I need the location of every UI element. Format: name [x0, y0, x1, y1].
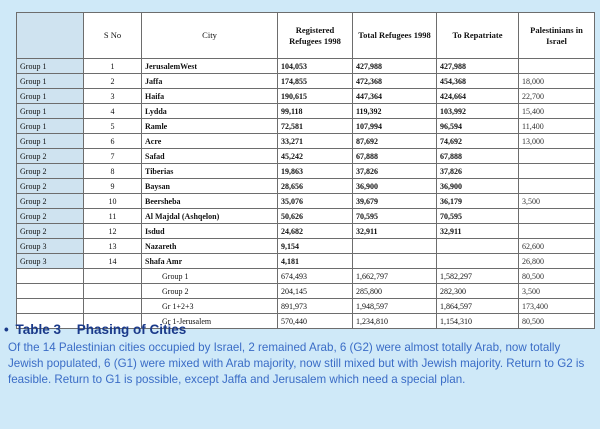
cell-sno: 13 — [84, 239, 142, 254]
table-row — [17, 254, 595, 269]
cell-sno: 14 — [84, 254, 142, 269]
cell-israel: 18,000 — [519, 74, 595, 89]
summary-total: 1,234,810 — [353, 314, 437, 329]
table-row — [17, 194, 595, 209]
cell-group: Group 2 — [17, 179, 84, 194]
header-sno: S No — [84, 13, 142, 59]
summary-repatriate: 1,582,297 — [437, 269, 519, 284]
cell-registered: 174,855 — [278, 74, 353, 89]
cell-israel — [519, 209, 595, 224]
cell-repatriate — [437, 254, 519, 269]
cell-registered: 33,271 — [278, 134, 353, 149]
cell-group: Group 1 — [17, 134, 84, 149]
cell-group: Group 2 — [17, 224, 84, 239]
summary-label: Group 1 — [142, 269, 278, 284]
table-header-row — [17, 13, 595, 59]
cell-group: Group 2 — [17, 164, 84, 179]
cell-repatriate: 32,911 — [437, 224, 519, 239]
cell-group: Group 1 — [17, 119, 84, 134]
cell-group: Group 2 — [17, 209, 84, 224]
cell-repatriate: 67,888 — [437, 149, 519, 164]
cell-total: 37,826 — [353, 164, 437, 179]
summary-total: 285,800 — [353, 284, 437, 299]
cell-group: Group 3 — [17, 239, 84, 254]
cell-israel — [519, 59, 595, 74]
cell-registered: 28,656 — [278, 179, 353, 194]
cell-city: Safad — [142, 149, 278, 164]
summary-row — [17, 284, 595, 299]
cell-sno: 9 — [84, 179, 142, 194]
summary-row — [17, 269, 595, 284]
cell-israel: 26,800 — [519, 254, 595, 269]
cell-registered: 45,242 — [278, 149, 353, 164]
cell-registered: 9,154 — [278, 239, 353, 254]
cell-israel: 3,500 — [519, 194, 595, 209]
cell-city: Jaffa — [142, 74, 278, 89]
summary-label: Gr 1+2+3 — [142, 299, 278, 314]
cell-israel: 15,400 — [519, 104, 595, 119]
table-row — [17, 164, 595, 179]
summary-row — [17, 299, 595, 314]
summary-israel: 173,400 — [519, 299, 595, 314]
cell-group: Group 1 — [17, 104, 84, 119]
cell-sno: 7 — [84, 149, 142, 164]
cell-city: Baysan — [142, 179, 278, 194]
caption-bullet: • — [4, 322, 9, 337]
cell-total: 472,368 — [353, 74, 437, 89]
summary-blank — [84, 269, 142, 284]
summary-total: 1,662,797 — [353, 269, 437, 284]
table-row — [17, 104, 595, 119]
header-registered: Registered Refugees 1998 — [278, 13, 353, 59]
summary-registered: 204,145 — [278, 284, 353, 299]
cell-total — [353, 254, 437, 269]
summary-repatriate: 1,864,597 — [437, 299, 519, 314]
cell-city: Lydda — [142, 104, 278, 119]
cell-city: Ramle — [142, 119, 278, 134]
cell-repatriate: 37,826 — [437, 164, 519, 179]
summary-registered: 570,440 — [278, 314, 353, 329]
cell-sno: 11 — [84, 209, 142, 224]
header-total: Total Refugees 1998 — [353, 13, 437, 59]
table-row — [17, 224, 595, 239]
cell-total: 39,679 — [353, 194, 437, 209]
cell-city: Nazareth — [142, 239, 278, 254]
table-row — [17, 89, 595, 104]
header-city: City — [142, 13, 278, 59]
header-repatriate: To Repatriate — [437, 13, 519, 59]
table-row — [17, 119, 595, 134]
cell-city: Shafa Amr — [142, 254, 278, 269]
cell-registered: 72,581 — [278, 119, 353, 134]
cell-repatriate: 424,664 — [437, 89, 519, 104]
cell-repatriate: 103,992 — [437, 104, 519, 119]
cell-total: 32,911 — [353, 224, 437, 239]
cell-israel — [519, 164, 595, 179]
cell-registered: 50,626 — [278, 209, 353, 224]
cell-group: Group 2 — [17, 194, 84, 209]
cell-sno: 10 — [84, 194, 142, 209]
cell-repatriate: 96,594 — [437, 119, 519, 134]
summary-israel: 80,500 — [519, 314, 595, 329]
table-row — [17, 179, 595, 194]
cell-israel — [519, 224, 595, 239]
cell-sno: 1 — [84, 59, 142, 74]
cell-israel — [519, 149, 595, 164]
cell-registered: 104,053 — [278, 59, 353, 74]
table-row — [17, 74, 595, 89]
cell-israel: 13,000 — [519, 134, 595, 149]
cell-repatriate — [437, 239, 519, 254]
cell-registered: 4,181 — [278, 254, 353, 269]
table-row — [17, 149, 595, 164]
table-row — [17, 59, 595, 74]
cell-sno: 3 — [84, 89, 142, 104]
cell-repatriate: 36,900 — [437, 179, 519, 194]
summary-blank — [17, 299, 84, 314]
summary-blank — [84, 284, 142, 299]
summary-registered: 674,493 — [278, 269, 353, 284]
cell-total: 447,364 — [353, 89, 437, 104]
cell-group: Group 2 — [17, 149, 84, 164]
cell-sno: 5 — [84, 119, 142, 134]
summary-registered: 891,973 — [278, 299, 353, 314]
caption-title — [4, 322, 186, 337]
header-group — [17, 13, 84, 59]
cell-israel — [519, 179, 595, 194]
cell-registered: 19,863 — [278, 164, 353, 179]
cell-repatriate: 36,179 — [437, 194, 519, 209]
cell-repatriate: 427,988 — [437, 59, 519, 74]
cell-city: Haifa — [142, 89, 278, 104]
caption-body: Of the 14 Palestinian cities occupied by Israel, 2 remained Arab, 6 (G2) were almost totally Arab, now totally Jewish populated, 6 (G1) were mixed with Arab majority, now still mixed but with Jewish majority. Return to G2 is feasible. Return to G1 is possible, except Jaffa and Jerusalem which need a special plan. — [8, 341, 585, 386]
cell-city: Acre — [142, 134, 278, 149]
cell-total: 87,692 — [353, 134, 437, 149]
cell-sno: 6 — [84, 134, 142, 149]
cell-sno: 2 — [84, 74, 142, 89]
caption-label: Table 3 — [15, 322, 62, 337]
summary-repatriate: 282,300 — [437, 284, 519, 299]
cell-total: 107,994 — [353, 119, 437, 134]
cell-city: Beersheba — [142, 194, 278, 209]
table-row — [17, 239, 595, 254]
cell-repatriate: 70,595 — [437, 209, 519, 224]
cell-city: Al Majdal (Ashqelon) — [142, 209, 278, 224]
cell-total: 119,392 — [353, 104, 437, 119]
table-row — [17, 209, 595, 224]
cell-total: 67,888 — [353, 149, 437, 164]
cell-city: JerusalemWest — [142, 59, 278, 74]
cell-israel: 11,400 — [519, 119, 595, 134]
summary-label: Gr 1-Jerusalem — [142, 314, 278, 329]
table-body — [17, 59, 595, 329]
refugees-table — [16, 12, 595, 329]
table-row — [17, 134, 595, 149]
cell-total: 36,900 — [353, 179, 437, 194]
cell-sno: 12 — [84, 224, 142, 239]
cell-repatriate: 454,368 — [437, 74, 519, 89]
summary-blank — [17, 284, 84, 299]
cell-registered: 24,682 — [278, 224, 353, 239]
summary-total: 1,948,597 — [353, 299, 437, 314]
cell-group: Group 1 — [17, 74, 84, 89]
cell-group: Group 1 — [17, 59, 84, 74]
caption-name: Phasing of Cities — [76, 322, 187, 337]
cell-israel: 62,600 — [519, 239, 595, 254]
cell-total — [353, 239, 437, 254]
cell-registered: 190,615 — [278, 89, 353, 104]
cell-city: Tiberias — [142, 164, 278, 179]
header-israel: Palestinians in Israel — [519, 13, 595, 59]
cell-group: Group 3 — [17, 254, 84, 269]
cell-sno: 4 — [84, 104, 142, 119]
summary-blank — [84, 299, 142, 314]
cell-registered: 35,076 — [278, 194, 353, 209]
cell-israel: 22,700 — [519, 89, 595, 104]
cell-sno: 8 — [84, 164, 142, 179]
summary-repatriate: 1,154,310 — [437, 314, 519, 329]
cell-group: Group 1 — [17, 89, 84, 104]
cell-total: 70,595 — [353, 209, 437, 224]
summary-blank — [17, 269, 84, 284]
summary-label: Group 2 — [142, 284, 278, 299]
cell-city: Isdud — [142, 224, 278, 239]
cell-repatriate: 74,692 — [437, 134, 519, 149]
cell-registered: 99,118 — [278, 104, 353, 119]
cell-total: 427,988 — [353, 59, 437, 74]
summary-israel: 3,500 — [519, 284, 595, 299]
summary-israel: 80,500 — [519, 269, 595, 284]
